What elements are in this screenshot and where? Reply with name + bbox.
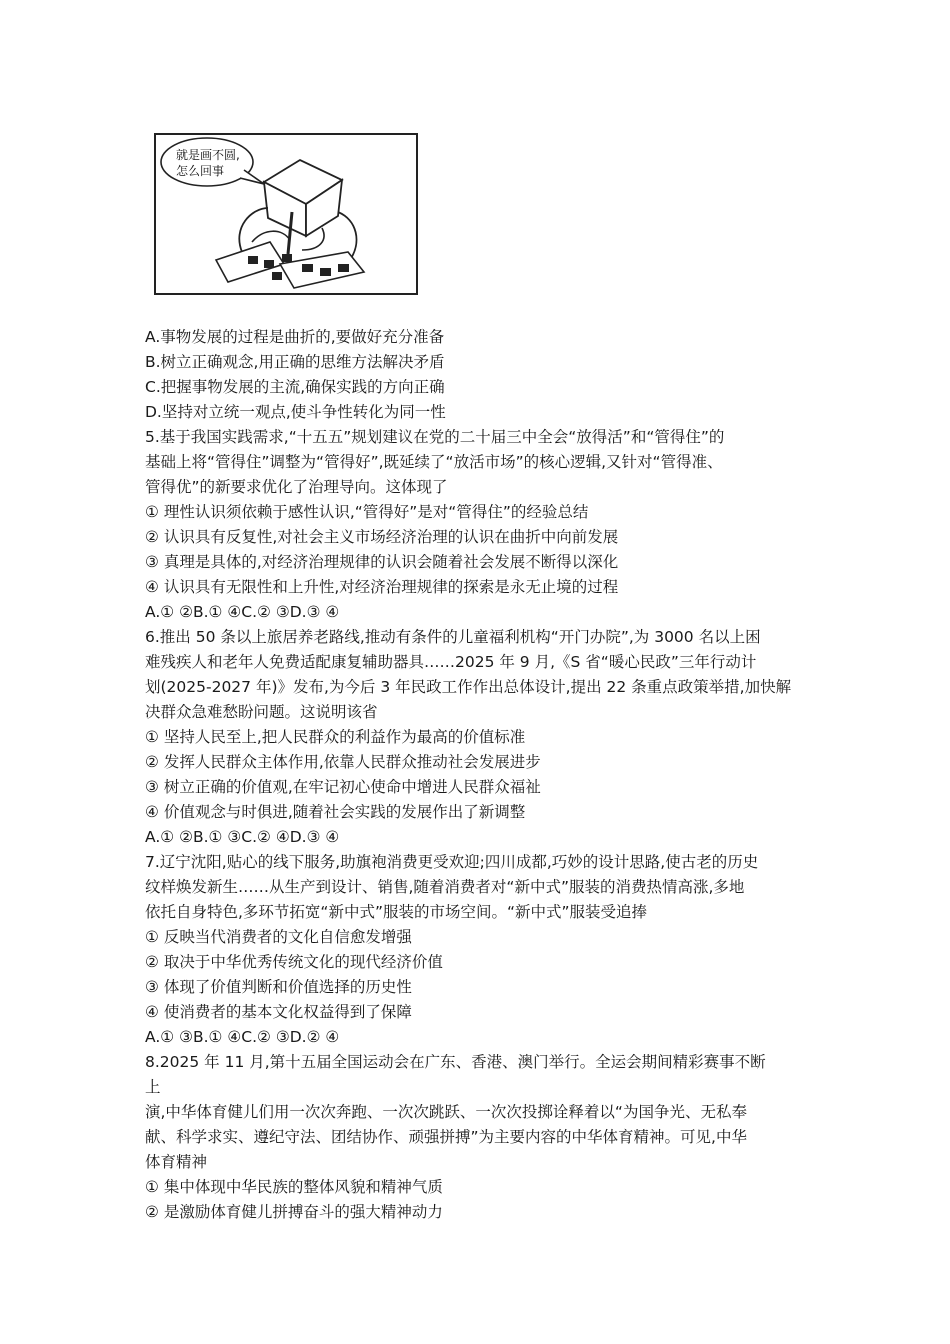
text-line: ② 发挥人民群众主体作用,依靠人民群众推动社会发展进步: [145, 753, 541, 771]
square-mark: [338, 264, 349, 272]
text-line: 划(2025-2027 年)》发布,为今后 3 年民政工作作出总体设计,提出 22 条重点政策举措,加快解: [145, 678, 792, 696]
text-line: 纹样焕发新生……从生产到设计、销售,随着消费者对“新中式”服装的消费热情高涨,多地: [145, 878, 745, 896]
square-mark: [320, 268, 331, 276]
text-line: ③ 体现了价值判断和价值选择的历史性: [145, 978, 412, 996]
text-line: ① 集中体现中华民族的整体风貌和精神气质: [145, 1178, 443, 1196]
text-line: ② 取决于中华优秀传统文化的现代经济价值: [145, 953, 443, 971]
text-line: 基础上将“管得住”调整为“管得好”,既延续了“放活市场”的核心逻辑,又针对“管得准、: [145, 453, 723, 471]
text-line: ① 反映当代消费者的文化自信愈发增强: [145, 928, 412, 946]
text-line: 体育精神: [145, 1153, 208, 1171]
text-line: 难残疾人和老年人免费适配康复辅助器具……2025 年 9 月,《S 省“暖心民政”三年行动计: [145, 653, 757, 671]
question-text: [145, 325, 825, 1225]
square-mark: [302, 264, 313, 272]
square-mark: [272, 272, 282, 280]
text-line: ② 是激励体育健儿拼搏奋斗的强大精神动力: [145, 1203, 443, 1221]
text-line: A.① ③B.① ④C.② ③D.② ④: [145, 1028, 340, 1046]
text-line: ③ 真理是具体的,对经济治理规律的认识会随着社会发展不断得以深化: [145, 553, 619, 571]
text-line: D.坚持对立统一观点,使斗争性转化为同一性: [145, 403, 446, 421]
text-line: ④ 价值观念与时俱进,随着社会实践的发展作出了新调整: [145, 803, 526, 821]
text-line: 管得优”的新要求优化了治理导向。这体现了: [145, 478, 448, 496]
text-line: 6.推出 50 条以上旅居养老路线,推动有条件的儿童福利机构“开门办院”,为 3000 名以上困: [145, 628, 761, 646]
text-line: A.① ②B.① ③C.② ④D.③ ④: [145, 828, 340, 846]
text-line: 演,中华体育健儿们用一次次奔跑、一次次跳跃、一次次投掷诠释着以“为国争光、无私奉: [145, 1103, 747, 1121]
text-line: ④ 认识具有无限性和上升性,对经济治理规律的探索是永无止境的过程: [145, 578, 619, 596]
text-line: 献、科学求实、遵纪守法、团结协作、顽强拼搏”为主要内容的中华体育精神。可见,中华: [145, 1128, 747, 1146]
text-line: ② 认识具有反复性,对社会主义市场经济治理的认识在曲折中向前发展: [145, 528, 619, 546]
text-line: 上: [145, 1078, 161, 1096]
speech-bubble: [161, 138, 253, 186]
text-line: ④ 使消费者的基本文化权益得到了保障: [145, 1003, 412, 1021]
text-line: 5.基于我国实践需求,“十五五”规划建议在党的二十届三中全会“放得活”和“管得住”的: [145, 428, 725, 446]
text-line: 依托自身特色,多环节拓宽“新中式”服装的市场空间。“新中式”服装受追捧: [145, 903, 648, 921]
text-line: A.事物发展的过程是曲折的,要做好充分准备: [145, 328, 445, 346]
text-line: 决群众急难愁盼问题。这说明该省: [145, 703, 378, 721]
text-line: ① 理性认识须依赖于感性认识,“管得好”是对“管得住”的经验总结: [145, 503, 589, 521]
cartoon-figure: [152, 132, 420, 297]
text-line: ① 坚持人民至上,把人民群众的利益作为最高的价值标准: [145, 728, 526, 746]
text-line: ③ 树立正确的价值观,在牢记初心使命中增进人民群众福祉: [145, 778, 541, 796]
square-mark: [264, 260, 274, 268]
text-line: 8.2025 年 11 月,第十五届全国运动会在广东、香港、澳门举行。全运会期间精彩赛事不断: [145, 1053, 766, 1071]
square-mark: [248, 256, 258, 264]
square-mark: [282, 254, 292, 262]
text-line: B.树立正确观念,用正确的思维方法解决矛盾: [145, 353, 445, 371]
text-line: 7.辽宁沈阳,贴心的线下服务,助旗袍消费更受欢迎;四川成都,巧妙的设计思路,使古老的历史: [145, 853, 759, 871]
text-line: C.把握事物发展的主流,确保实践的方向正确: [145, 378, 445, 396]
speech-line-1: 就是画不圆,: [176, 148, 240, 162]
cartoon-illustration: [152, 132, 420, 297]
speech-line-2: 怎么回事: [176, 164, 225, 178]
text-line: A.① ②B.① ④C.② ③D.③ ④: [145, 603, 340, 621]
